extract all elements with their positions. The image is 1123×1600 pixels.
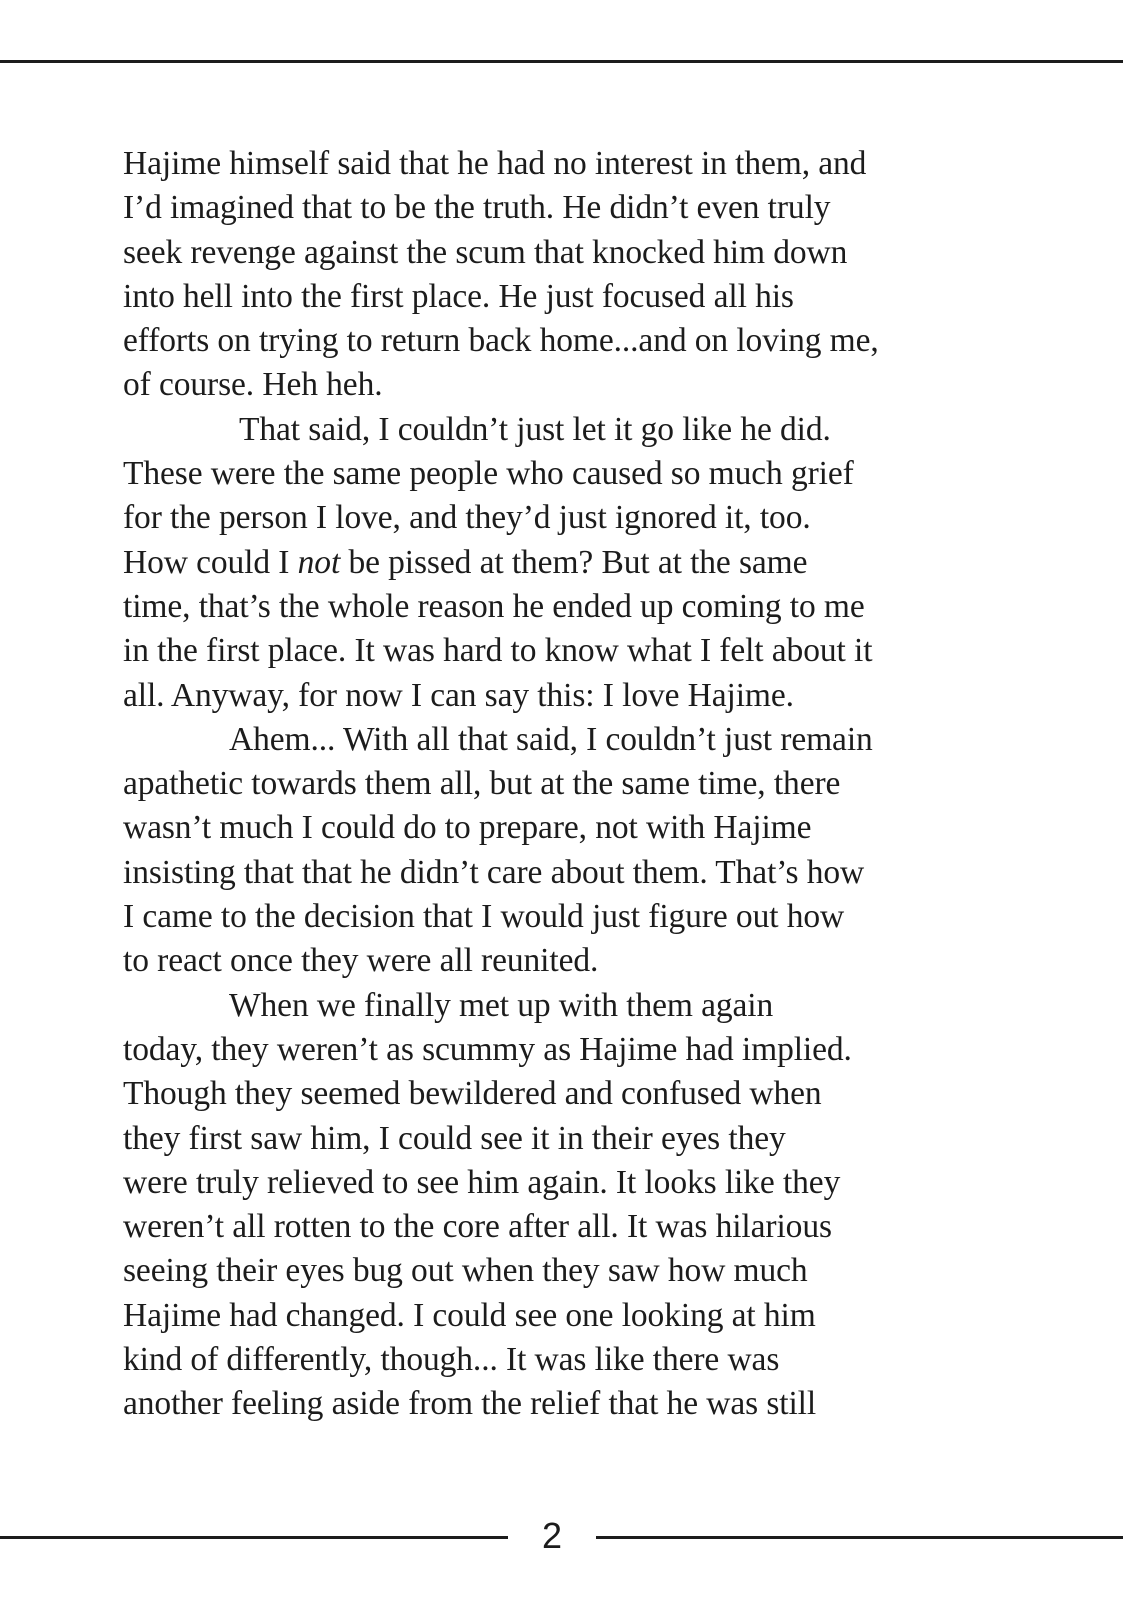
text-line: were truly relieved to see him again. It looks like they [123, 1163, 841, 1201]
text-line: efforts on trying to return back home...and on loving me, [123, 322, 879, 360]
footer-rule-left [0, 1536, 508, 1539]
text-line: another feeling aside from the relief that he was still [123, 1385, 817, 1423]
text-line: today, they weren’t as scummy as Hajime had implied. [123, 1030, 852, 1068]
text-line: seek revenge against the scum that knocked him down [123, 233, 848, 271]
line-segment: be pissed at them? But at the same [340, 543, 808, 581]
text-line: to react once they were all reunited. [123, 942, 599, 980]
emphasis-word: not [297, 543, 341, 581]
paragraph-start-line: That said, I couldn’t just let it go like he did. [239, 410, 831, 448]
text-line: Hajime had changed. I could see one looking at him [123, 1296, 816, 1334]
text-line: into hell into the first place. He just focused all his [123, 277, 794, 315]
line-segment: How could I [123, 543, 298, 581]
text-line: insisting that that he didn’t care about them. That’s how [123, 853, 865, 891]
text-line: in the first place. It was hard to know what I felt about it [123, 632, 873, 670]
footer-rule-right [596, 1536, 1123, 1539]
text-line: all. Anyway, for now I can say this: I love Hajime. [123, 676, 794, 714]
text-line: Hajime himself said that he had no interest in them, and [123, 145, 867, 182]
top-rule [0, 60, 1123, 63]
text-line-with-emphasis [123, 541, 1003, 585]
text-line: time, that’s the whole reason he ended up coming to me [123, 587, 865, 625]
text-line: they first saw him, I could see it in their eyes they [123, 1119, 786, 1157]
text-line: wasn’t much I could do to prepare, not with Hajime [123, 809, 812, 847]
text-line: kind of differently, though... It was like there was [123, 1341, 780, 1379]
text-line: I came to the decision that I would just figure out how [123, 898, 845, 936]
text-line: seeing their eyes bug out when they saw how much [123, 1252, 808, 1290]
page-number: 2 [541, 1515, 563, 1556]
text-line: Though they seemed bewildered and confused when [123, 1075, 822, 1113]
text-line: of course. Heh heh. [123, 366, 383, 404]
body-text [123, 142, 1003, 1427]
paragraph-start-line: Ahem... With all that said, I couldn’t just remain [229, 720, 873, 758]
paragraph-start-line: When we finally met up with them again [229, 986, 774, 1024]
text-line: for the person I love, and they’d just ignored it, too. [123, 499, 811, 537]
text-line: I’d imagined that to be the truth. He didn’t even truly [123, 189, 831, 227]
text-line: weren’t all rotten to the core after all. It was hilarious [123, 1208, 832, 1246]
text-line: These were the same people who caused so much grief [123, 455, 854, 493]
text-line: apathetic towards them all, but at the same time, there [123, 765, 841, 803]
